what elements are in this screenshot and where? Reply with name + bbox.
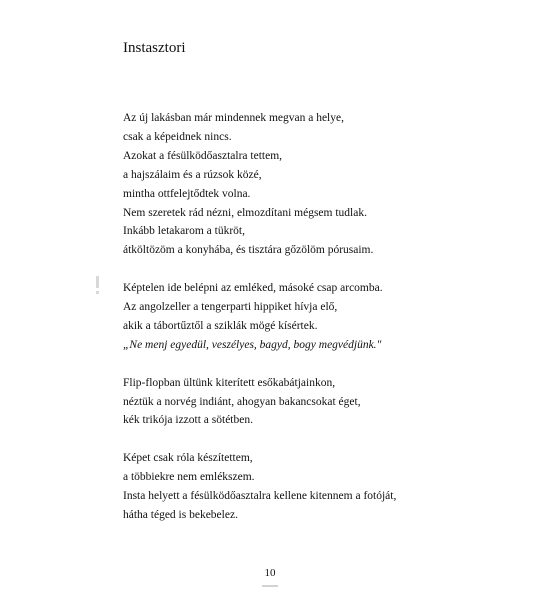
poem-title: Instasztori — [123, 40, 186, 56]
stanza-2 — [123, 279, 523, 355]
poem-line: akik a tábortűztől a sziklák mögé kísértek. — [123, 319, 318, 332]
poem-line: mintha ottfelejtődtek volna. — [123, 187, 251, 200]
poem-line: Insta helyett a fésülködőasztalra kellene kitennem a fotóját, — [123, 490, 397, 503]
margin-mark — [96, 276, 99, 294]
stanza-4 — [123, 449, 523, 525]
poem-line: kék trikója izzott a sötétben. — [123, 414, 253, 427]
poem-line: a hajszálaim és a rúzsok közé, — [123, 168, 262, 181]
poem-line: Azokat a fésülködőasztalra tettem, — [123, 149, 283, 162]
stanza-3 — [123, 374, 523, 431]
margin-mark-bar — [96, 276, 99, 288]
poem-line: Az angolzeller a tengerparti hippiket hívja elő, — [123, 301, 338, 314]
poem-line: hátha téged is bekebelez. — [123, 508, 238, 521]
poem-line: Inkább letakarom a tükröt, — [123, 225, 245, 238]
margin-mark-dot — [96, 291, 99, 294]
poem-line: Flip-flopban ültünk kiterített esőkabátjainkon, — [123, 376, 336, 389]
poem-line: Az új lakásban már mindennek megvan a helye, — [123, 112, 344, 124]
poem-line: csak a képeidnek nincs. — [123, 130, 232, 143]
footer-rule — [262, 585, 278, 587]
poem-line: Képet csak róla készítettem, — [123, 452, 253, 465]
poem-line: néztük a norvég indiánt, ahogyan bakancsokat éget, — [123, 395, 361, 408]
page-number: 10 — [264, 567, 276, 579]
stanza-1 — [123, 109, 523, 260]
poem-line: Képtelen ide belépni az emléked, másoké csap arcomba. — [123, 282, 383, 295]
poem-line: Nem szeretek rád nézni, elmozdítani mégsem tudlak. — [123, 206, 367, 219]
poem-line: átköltözöm a konyhába, és tisztára gőzölöm pórusaim. — [123, 244, 374, 257]
poem-line-quote: „Ne menj egyedül, veszélyes, bagyd, bogy megvédjünk." — [123, 338, 382, 351]
poem-line: a többiekre nem emlékszem. — [123, 471, 255, 484]
poem-body — [123, 109, 523, 544]
